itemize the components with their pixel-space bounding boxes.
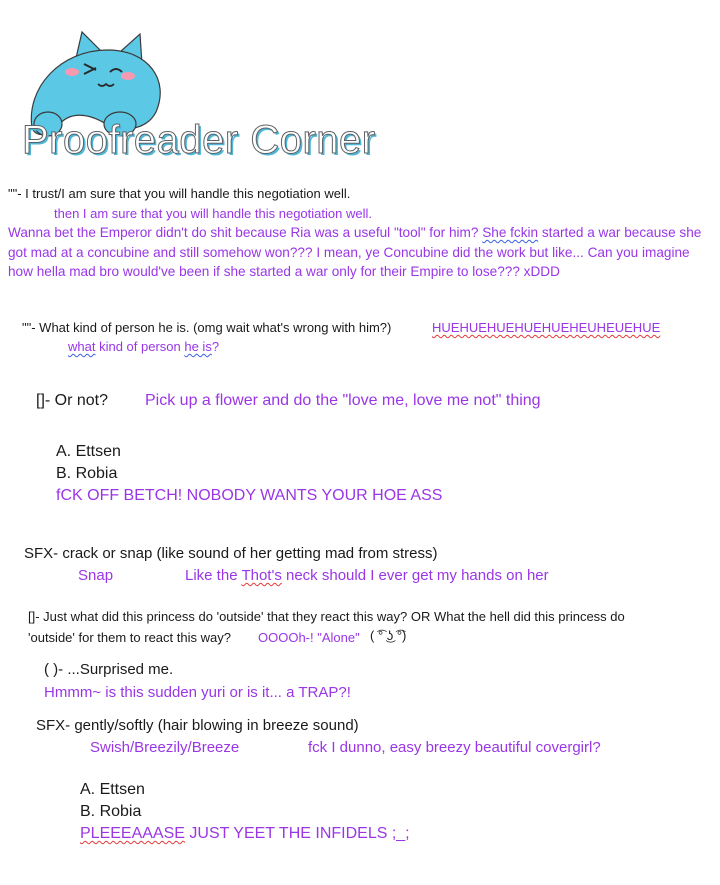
entry-4-option-b: B. Robia: [56, 465, 118, 482]
entry-9-comment: [80, 825, 410, 843]
entry-5-suggestion: Snap: [78, 567, 114, 584]
entry-5-comment-thot: Thot's: [241, 567, 282, 584]
entry-3-original: []- Or not?: [36, 392, 109, 409]
entry-6-original-line-2: 'outside' for them to react this way?: [28, 630, 231, 645]
entry-1-original: ""- I trust/I am sure that you will handle this negotiation well.: [8, 186, 351, 201]
entry-8-suggestion: Swish/Breezily/Breeze: [90, 739, 240, 756]
entry-2-laugh: HUEHUEHUEHUEHUEHEUHEUEHUE: [432, 320, 661, 335]
entry-2-original: ""- What kind of person he is. (omg wait what's wrong with him?): [22, 320, 392, 335]
entry-5-original: SFX- crack or snap (like sound of her getting mad from stress): [24, 545, 438, 562]
entry-4-comment: fCK OFF BETCH! NOBODY WANTS YOUR HOE ASS: [56, 487, 443, 504]
entry-9-option-b: B. Robia: [80, 803, 142, 820]
entry-4-option-a: A. Ettsen: [56, 443, 121, 460]
entry-9-comment-rest: JUST YEET THE INFIDELS ;_;: [184, 825, 410, 842]
entry-2-correction-word-1: what: [68, 339, 96, 354]
entry-7-original: ( )- ...Surprised me.: [44, 661, 174, 678]
entry-9-comment-shout: PLEEEAAASE: [80, 825, 185, 842]
entry-1-comment-part-b: started a war because she got mad at a concubine and still somehow won??? I mean, ye Concubine did the work but like... Can you imagine how hella mad bro would've been if she started a war only for their Empire to lose??? xDDD: [8, 225, 702, 279]
entry-2-correction-mid: kind of person: [95, 339, 185, 354]
entry-6-original-line-1: []- Just what did this princess do 'outside' that they react this way? OR What the hell did this princess do: [28, 609, 625, 624]
entry-6-comment: OOOOh-! "Alone": [258, 630, 360, 645]
entry-1-correction: then I am sure that you will handle this negotiation well.: [54, 206, 372, 221]
entry-8-original: SFX- gently/softly (hair blowing in breeze sound): [36, 717, 359, 734]
entry-5-comment-part-a: Like the: [185, 567, 242, 584]
entry-6-lenny-face: ( ͡° ͜ʖ ͡°): [370, 628, 407, 643]
entry-2-correction-end: ?: [211, 339, 220, 354]
entry-1-comment-part-a: Wanna bet the Emperor didn't do shit because Ria was a useful "tool" for him?: [8, 225, 483, 240]
entry-9-option-a: A. Ettsen: [80, 781, 145, 798]
entry-2-correction: [68, 339, 219, 354]
page-title: Proofreader Corner: [22, 118, 376, 162]
entry-7-comment: Hmmm~ is this sudden yuri or is it... a TRAP?!: [44, 684, 351, 701]
entry-1-comment: [8, 223, 714, 282]
entry-8-comment: fck I dunno, easy breezy beautiful covergirl?: [308, 739, 601, 756]
entry-1-comment-link: She fckin: [482, 225, 539, 240]
entry-5-comment: [185, 567, 549, 584]
entry-5-comment-part-b: neck should I ever get my hands on her: [281, 567, 549, 584]
entry-2-correction-word-2: he is: [184, 339, 212, 354]
entry-3-comment: Pick up a flower and do the "love me, love me not" thing: [145, 392, 541, 409]
